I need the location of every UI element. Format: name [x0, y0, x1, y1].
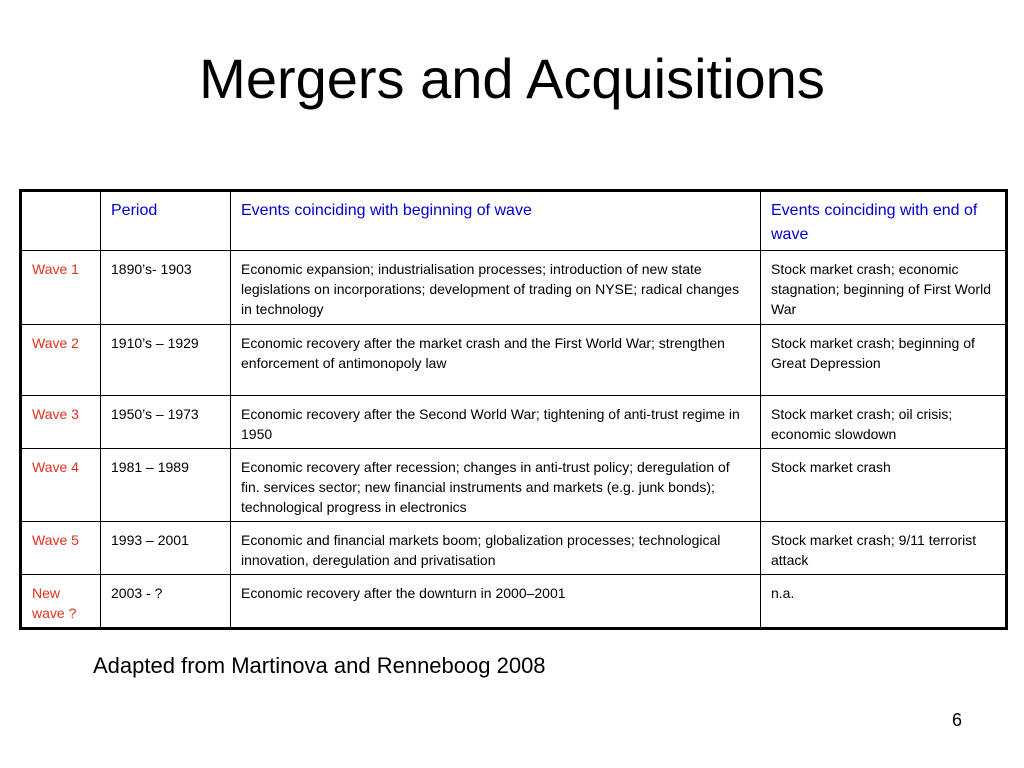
wave-label: Wave 4 — [21, 449, 101, 522]
events-begin-cell: Economic expansion; industrialisation processes; introduction of new state legislations on incorporations; development of trading on NYSE; radical changes in technology — [231, 251, 761, 325]
period-cell: 1950’s – 1973 — [101, 396, 231, 449]
slide-title: Mergers and Acquisitions — [199, 47, 825, 110]
events-begin-cell: Economic and financial markets boom; globalization processes; technological innovation, deregulation and privatisation — [231, 522, 761, 575]
header-events-begin: Events coinciding with beginning of wave — [231, 191, 761, 251]
waves-table — [19, 189, 1008, 630]
table-row — [21, 449, 1007, 522]
period-cell: 1981 – 1989 — [101, 449, 231, 522]
events-begin-cell: Economic recovery after recession; changes in anti-trust policy; deregulation of fin. services sector; new financial instruments and markets (e.g. junk bonds); technological progress in electronics — [231, 449, 761, 522]
source-caption: Adapted from Martinova and Renneboog 2008 — [93, 653, 546, 678]
events-end-cell: Stock market crash; oil crisis; economic slowdown — [761, 396, 1007, 449]
table-row — [21, 325, 1007, 396]
events-end-cell: Stock market crash — [761, 449, 1007, 522]
wave-label: Wave 3 — [21, 396, 101, 449]
events-begin-cell: Economic recovery after the downturn in 2000–2001 — [231, 575, 761, 629]
page-number: 6 — [951, 710, 962, 730]
events-end-cell: Stock market crash; beginning of Great Depression — [761, 325, 1007, 396]
table-row — [21, 522, 1007, 575]
wave-label: New wave ? — [21, 575, 101, 629]
waves-table-container — [19, 189, 1008, 630]
wave-label: Wave 1 — [21, 251, 101, 325]
events-end-cell: n.a. — [761, 575, 1007, 629]
table-row — [21, 251, 1007, 325]
header-blank-cell — [21, 191, 101, 251]
table-row — [21, 575, 1007, 629]
events-end-cell: Stock market crash; economic stagnation; beginning of First World War — [761, 251, 1007, 325]
wave-label: Wave 2 — [21, 325, 101, 396]
wave-label: Wave 5 — [21, 522, 101, 575]
table-header-row — [21, 191, 1007, 251]
header-period: Period — [101, 191, 231, 251]
events-end-cell: Stock market crash; 9/11 terrorist attack — [761, 522, 1007, 575]
events-begin-cell: Economic recovery after the Second World War; tightening of anti-trust regime in 1950 — [231, 396, 761, 449]
period-cell: 1890’s- 1903 — [101, 251, 231, 325]
period-cell: 1993 – 2001 — [101, 522, 231, 575]
period-cell: 2003 - ? — [101, 575, 231, 629]
table-row — [21, 396, 1007, 449]
events-begin-cell: Economic recovery after the market crash and the First World War; strengthen enforcement of antimonopoly law — [231, 325, 761, 396]
period-cell: 1910’s – 1929 — [101, 325, 231, 396]
header-events-end: Events coinciding with end of wave — [761, 191, 1007, 251]
